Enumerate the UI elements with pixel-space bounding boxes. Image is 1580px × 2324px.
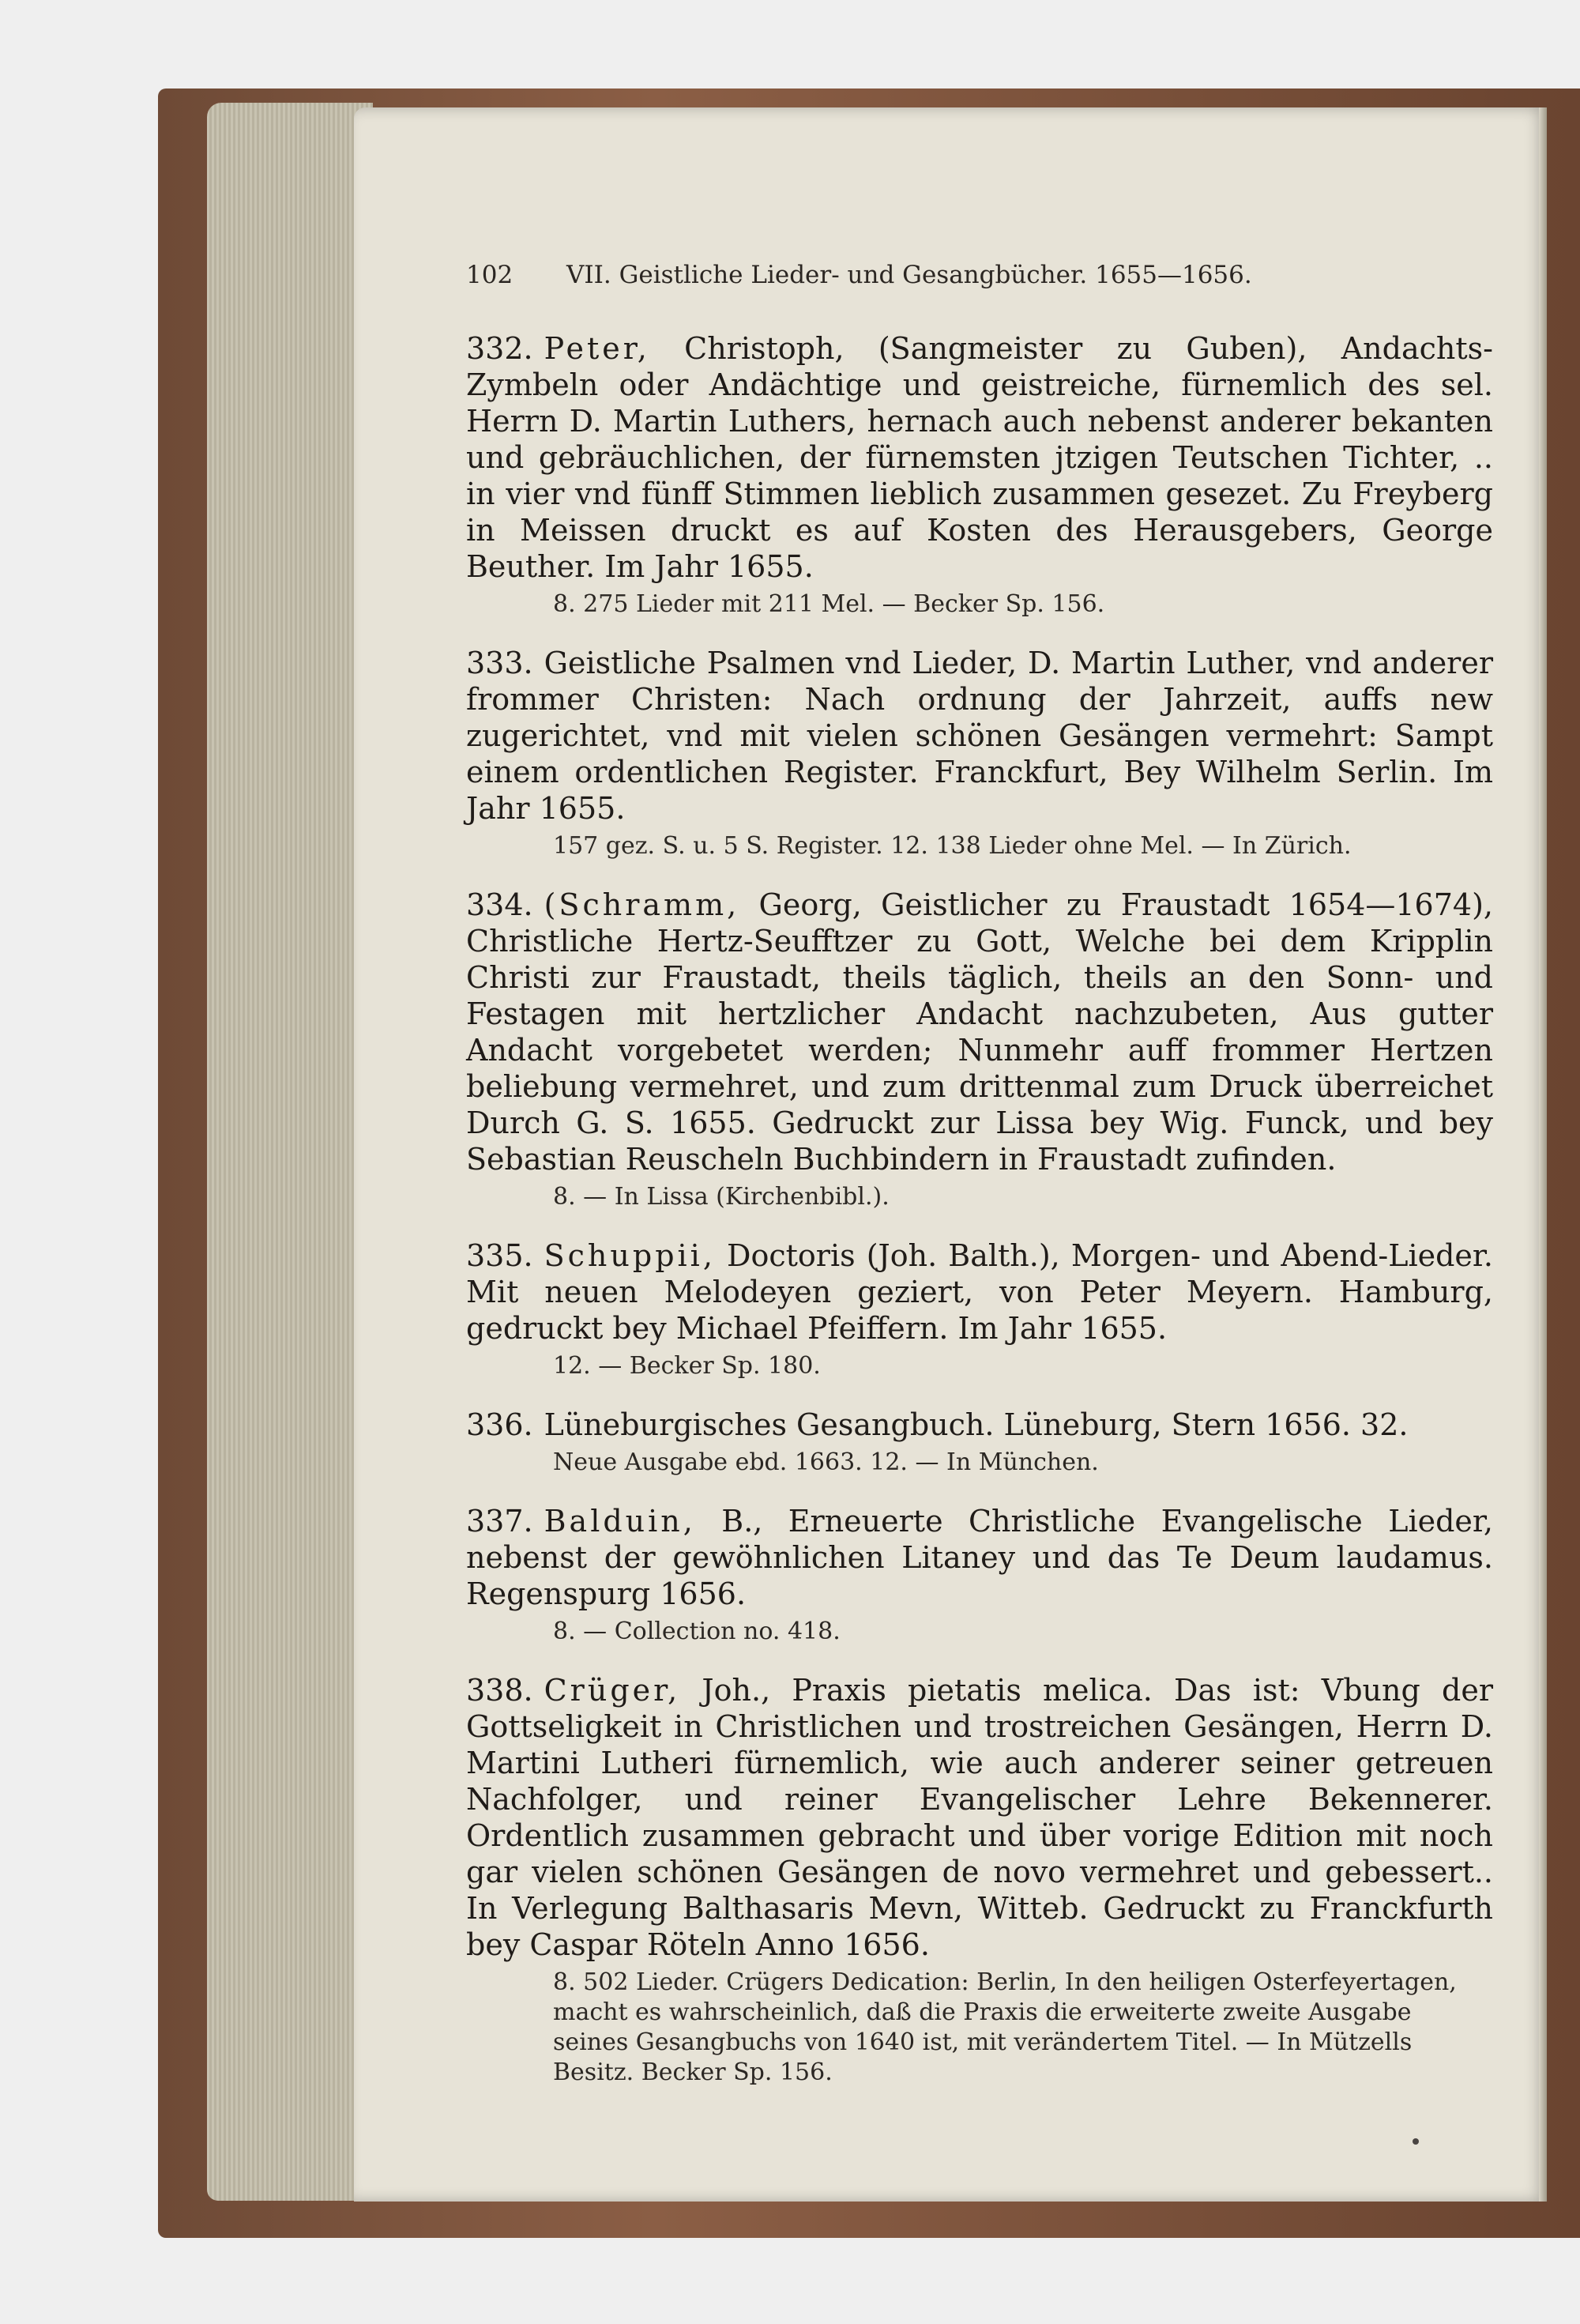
entry-note: 8. 275 Lieder mit 211 Mel. — Becker Sp. 156.: [553, 590, 1105, 618]
entry-note: 157 gez. S. u. 5 S. Register. 12. 138 Lieder ohne Mel. — In Zürich.: [553, 832, 1352, 860]
ink-dot: [1413, 2138, 1419, 2145]
entry-333: [466, 645, 1493, 861]
entry-title: [466, 1672, 1493, 1963]
entry-author: Balduin,: [544, 1504, 696, 1539]
entry-number: 336.: [466, 1407, 533, 1442]
entry-337: [466, 1503, 1493, 1647]
entry-text: Geistliche Psalmen vnd Lieder, D. Martin Luther, vnd anderer frommer Christen: Nach ordnung der Jahrzeit, auffs new zugerichtet, vnd mit vielen schönen Gesängen vermehrt: Sampt einem ordentlichen Register. Franckfurt, Bey Wilhelm Serlin. Im Jahr 1655.: [466, 646, 1493, 826]
entry-text: Christoph, (Sangmeister zu Guben), Andachts-Zymbeln oder Andächtige und geistreiche, fürnemlich des sel. Herrn D. Martin Luthers, hernach auch nebenst anderer bekanten und gebräuchlichen, der fürnemsten jtzigen Teutschen Tichter, .. in vier vnd fünff Stimmen lieblich zusammen gesezet. Zu Freyberg in Meissen druckt es auf Kosten des Herausgebers, George Beuther. Im Jahr 1655.: [466, 331, 1493, 584]
entry-text: Lüneburgisches Gesangbuch. Lüneburg, Stern 1656. 32.: [544, 1407, 1409, 1442]
entry-number: 338.: [466, 1673, 533, 1708]
entry-author: (Schramm,: [544, 887, 740, 922]
entry-author: Crüger,: [544, 1673, 681, 1708]
entry-title: [466, 887, 1493, 1177]
entries-list: [466, 330, 1493, 2113]
entry-number: 332.: [466, 331, 533, 366]
entry-title: [466, 1503, 1493, 1612]
entry-332: [466, 330, 1493, 620]
entry-336: [466, 1407, 1493, 1478]
entry-text: B., Erneuerte Christliche Evangelische Lieder, nebenst der gewöhnlichen Litaney und das Te Deum laudamus. Regenspurg 1656.: [466, 1504, 1493, 1611]
page-shadow: [1539, 107, 1547, 2202]
entry-note: 8. 502 Lieder. Crügers Dedication: Berlin, In den heiligen Osterfeyertagen, macht es wahrscheinlich, daß die Praxis die erweiterte zweite Ausgabe seines Gesangbuchs von 1640 ist, mit verändertem Titel. — In Mützells Besitz. Becker Sp. 156.: [553, 1968, 1457, 2086]
entry-338: [466, 1672, 1493, 2088]
entry-note: 12. — Becker Sp. 180.: [553, 1352, 821, 1380]
entry-number: 335.: [466, 1238, 533, 1273]
entry-note: 8. — In Lissa (Kirchenbibl.).: [553, 1183, 890, 1211]
entry-title: [466, 1407, 1493, 1443]
page-stack-edges: [207, 103, 373, 2201]
entry-number: 337.: [466, 1504, 533, 1539]
entry-title: [466, 330, 1493, 585]
entry-number: 334.: [466, 887, 533, 922]
running-title: VII. Geistliche Lieder- und Gesangbücher. 1655—1656.: [566, 261, 1252, 289]
entry-text: Doctoris (Joh. Balth.), Morgen- und Abend-Lieder. Mit neuen Melodeyen geziert, von Peter Meyern. Hamburg, gedruckt bey Michael Pfeiffern. Im Jahr 1655.: [466, 1238, 1493, 1346]
entry-author: Schuppii,: [544, 1238, 716, 1273]
entry-author: Peter,: [544, 331, 650, 366]
entry-note: 8. — Collection no. 418.: [553, 1618, 841, 1645]
entry-334: [466, 887, 1493, 1212]
entry-note: Neue Ausgabe ebd. 1663. 12. — In München.: [553, 1448, 1099, 1476]
entry-335: [466, 1237, 1493, 1381]
entry-number: 333.: [466, 646, 533, 680]
running-header: [466, 261, 1493, 289]
entry-title: [466, 1237, 1493, 1347]
entry-title: [466, 645, 1493, 827]
entry-text: Joh., Praxis pietatis melica. Das ist: Vbung der Gottseligkeit in Christlichen und trostreichen Gesängen, Herrn D. Martini Lutheri fürnemlich, wie auch anderer seiner getreuen Nachfolger, und reiner Evangelischer Lehre Bekennerer. Ordentlich zusammen gebracht und über vorige Edition mit noch gar vielen schönen Gesängen de novo vermehret und gebessert.. In Verlegung Balthasaris Mevn, Witteb. Gedruckt zu Franckfurth bey Caspar Röteln Anno 1656.: [466, 1673, 1493, 1962]
entry-text: Georg, Geistlicher zu Fraustadt 1654—1674), Christliche Hertz-Seufftzer zu Gott, Welche bei dem Kripplin Christi zur Fraustadt, theils täglich, theils an den Sonn- und Festagen mit hertzlicher Andacht nachzubeten, Aus gutter Andacht vorgebetet werden; Nunmehr auff frommer Hertzen beliebung vermehret, und zum drittenmal zum Druck überreichet Durch G. S. 1655. Gedruckt zur Lissa bey Wig. Funck, und bey Sebastian Reuscheln Buchbindern in Fraustadt zufinden.: [466, 887, 1493, 1177]
page-number: 102: [466, 261, 514, 289]
